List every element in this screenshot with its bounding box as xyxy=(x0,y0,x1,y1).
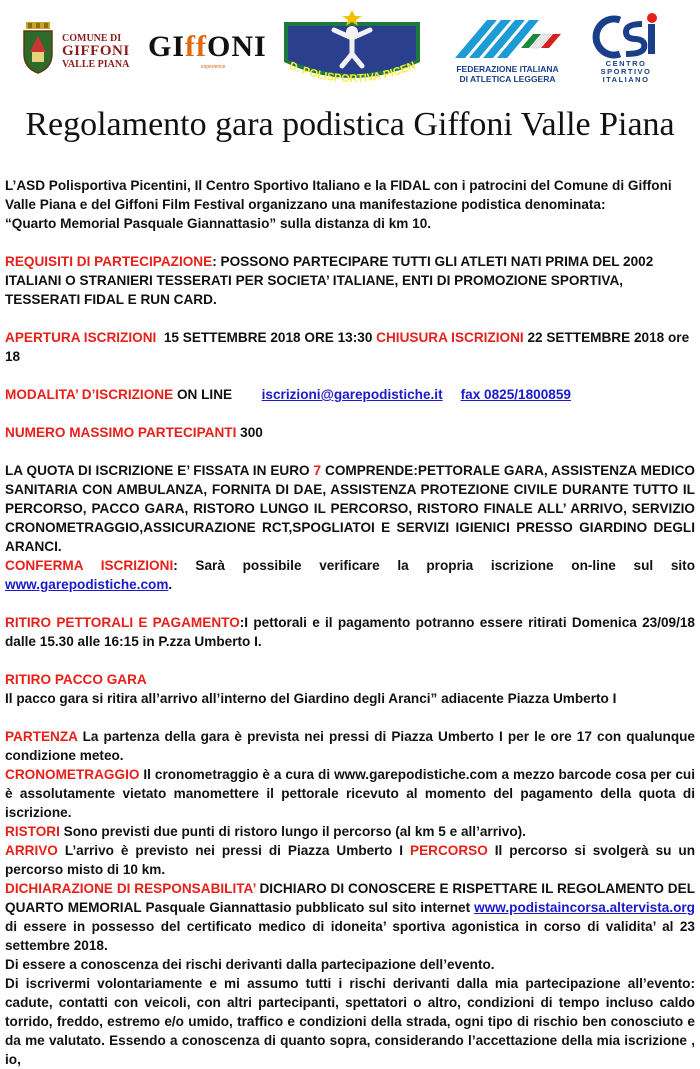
podistaincorsa-link[interactable]: www.podistaincorsa.altervista.org xyxy=(474,900,695,915)
giffoni-suffix: ONI xyxy=(207,30,267,63)
picentini-label-path: D. POLISPORTIVA PICEN xyxy=(287,59,418,86)
fidal-line-1: FEDERAZIONE ITALIANA xyxy=(456,64,559,74)
intro-paragraph xyxy=(5,176,695,233)
giffoni-sub: experience xyxy=(201,64,226,70)
runner-emblem-icon xyxy=(278,10,426,88)
comune-logo xyxy=(18,22,148,74)
ristori-text: Sono previsti due punti di ristoro lungo il percorso (al km 5 e all’arrivo). xyxy=(59,824,526,839)
csi-line-2: SPORTIVO xyxy=(600,67,652,76)
quota-section xyxy=(5,461,695,556)
conferma-text: : Sarà possibile verificare la propria iscrizione on-line sul sito xyxy=(173,558,695,573)
ristori-label: RISTORI xyxy=(5,824,60,839)
arrivo-section xyxy=(5,841,695,879)
memorial-text: “Quarto Memorial Pasquale Giannattasio” sulla distanza di km 10. xyxy=(5,216,432,231)
percorso-label: PERCORSO xyxy=(410,843,488,858)
csi-line-3: ITALIANO xyxy=(602,75,650,84)
cronometraggio-section xyxy=(5,765,695,822)
document-title: Regolamento gara podistica Giffoni Valle Piana xyxy=(25,106,675,143)
municipal-coat-of-arms-icon xyxy=(18,22,58,74)
dichiarazione-section xyxy=(5,879,695,955)
csi-logo xyxy=(590,12,662,88)
iscrizioni-section xyxy=(5,328,695,366)
chiusura-value: 22 SETTEMBRE 2018 ore 18 xyxy=(5,330,693,364)
chiusura-label: CHIUSURA ISCRIZIONI xyxy=(376,330,524,345)
quota-text-after: COMPRENDE:PETTORALE GARA, ASSISTENZA MEDICO SANITARIA CON AMBULANZA, FORNITA DI DAE, ASSISTENZA PROTEZIONE CIVILE DURANTE TUTTO IL PERCORSO, PACCO GARA, RISTORO LUNGO IL PERCORSO, RISTORO FINALE ALL’ ARRIVO, SERVIZIO CRONOMETRAGGIO,ASSICURAZIONE RCT,SPOGLIATOI E SERVIZI IGIENICI PRESSO GIARDINO DEGLI ARANCI. xyxy=(5,463,695,554)
conferma-label: CONFERMA ISCRIZIONI xyxy=(5,558,174,573)
requisiti-label: REQUISITI DI PARTECIPAZIONE xyxy=(5,254,213,269)
ritiro-pacco-label: RITIRO PACCO GARA xyxy=(5,672,147,687)
fidal-logo xyxy=(445,14,570,84)
requisiti-text: : POSSONO PARTECIPARE TUTTI GLI ATLETI NATI PRIMA DEL 2002 ITALIANI O STRANIERI TESSERATI PER SOCIETA’ ITALIANE, ENTI DI PROMOZIONE SPORTIVA, TESSERATI FIDAL E RUN CARD. xyxy=(5,254,654,307)
rischi-paragraph: Di iscrivermi volontariamente e mi assumo tutti i rischi derivanti dalla mia partecipazione all’evento: cadute, contatti con veicoli, con altri partecipanti, spettatori o altro, condizioni di tempo incluso caldo torrido, freddo, estremo e/o umido, traffico e condizioni della strada, ogni tipo di rischio ben conosciuto e da me valutato. Essendo a conoscenza di quanto sopra, considerando l’accettazione della mia iscrizione , io, xyxy=(5,976,695,1067)
modalita-value: ON LINE xyxy=(173,387,233,402)
ritiro-pacco-section xyxy=(5,670,695,708)
numero-value: 300 xyxy=(236,425,263,440)
logo-strip xyxy=(0,8,700,88)
giffoni-logo xyxy=(148,30,267,70)
partenza-text: La partenza della gara è prevista nei pressi di Piazza Umberto I per le ore 17 con qualunque condizione meteo. xyxy=(5,729,695,763)
dichiarazione-text-after: di essere in possesso del certificato medico di idoneita’ sportiva agonistica in corso di validita’ al 23 settembre 2018. xyxy=(5,919,695,953)
dichiarazione-text: DICHIARO DI CONOSCERE E RISPETTARE IL REGOLAMENTO DEL QUARTO MEMORIAL Pasquale Giannattasio pubblicato sul sito internet xyxy=(5,881,695,915)
quota-text-before: LA QUOTA DI ISCRIZIONE E’ FISSATA IN EURO xyxy=(5,463,314,478)
ristori-section xyxy=(5,822,695,841)
csi-logo-icon xyxy=(590,12,662,60)
partenza-section xyxy=(5,727,695,765)
comune-line-1: COMUNE DI xyxy=(62,33,122,44)
fax-link[interactable]: fax 0825/1800859 xyxy=(460,387,571,402)
comune-name xyxy=(62,32,130,71)
conferma-end: . xyxy=(168,577,173,592)
numero-section xyxy=(5,423,695,442)
giffoni-prefix: GI xyxy=(148,30,186,63)
quota-amount: 7 xyxy=(313,463,322,478)
cronometraggio-label: CRONOMETRAGGIO xyxy=(5,767,140,782)
ritiro-pettorali-text: :I pettorali e il pagamento potranno essere ritirati Domenica 23/09/18 dalle 15.30 alle 16:15 in P.zza Umberto I. xyxy=(5,615,695,649)
modalita-label: MODALITA’ D’ISCRIZIONE xyxy=(5,387,174,402)
garepodistiche-link[interactable]: www.garepodistiche.com xyxy=(5,577,169,592)
picentini-logo xyxy=(278,10,426,88)
cronometraggio-text: Il cronometraggio è a cura di www.garepodistiche.com a mezzo barcode cosa per cui è assolutamente vietato manomettere il pettorale ricevuto al momento del pagamento della quota di iscrizione. xyxy=(5,767,695,820)
conferma-section xyxy=(5,556,695,594)
comune-line-3: VALLE PIANA xyxy=(62,59,130,70)
ritiro-pacco-text: Il pacco gara si ritira all’arrivo all’interno del Giardino degli Aranci” adiacente Piazza Umberto I xyxy=(5,691,617,706)
fidal-name xyxy=(445,64,570,84)
arrivo-text: L’arrivo è previsto nei pressi di Piazza Umberto I xyxy=(57,843,410,858)
comune-line-2: GIFFONI xyxy=(62,43,130,59)
requisiti-section xyxy=(5,252,695,309)
ritiro-pettorali-label: RITIRO PETTORALI E PAGAMENTO xyxy=(5,615,240,630)
regulation-body xyxy=(5,176,695,1069)
apertura-label: APERTURA ISCRIZIONI xyxy=(5,330,157,345)
ritiro-pettorali-section xyxy=(5,613,695,651)
apertura-value: 15 SETTEMBRE 2018 ORE 13:30 xyxy=(156,330,377,345)
fidal-stripes-logo-icon xyxy=(445,14,570,64)
email-link[interactable]: iscrizioni@garepodistiche.it xyxy=(261,387,443,402)
conoscenza-paragraph: Di essere a conoscenza dei rischi derivanti dalla partecipazione dell’evento. xyxy=(5,957,495,972)
intro-text: L’ASD Polisportiva Picentini, Il Centro Sportivo Italiano e la FIDAL con i patrocini del Comune di Giffoni Valle Piana e del Giffoni Film Festival organizzano una manifestazione podistica denominata: xyxy=(5,178,672,212)
giffoni-wordmark xyxy=(148,30,267,64)
percorso-text: Il percorso si svolgerà su un percorso misto di 10 km. xyxy=(5,843,695,877)
arrivo-label: ARRIVO xyxy=(5,843,58,858)
partenza-label: PARTENZA xyxy=(5,729,78,744)
giffoni-accent: ff xyxy=(185,30,207,63)
numero-label: NUMERO MASSIMO PARTECIPANTI xyxy=(5,425,237,440)
csi-name xyxy=(590,60,662,84)
dichiarazione-label: DICHIARAZIONE DI RESPONSABILITA’ xyxy=(5,881,256,896)
fidal-line-2: DI ATLETICA LEGGERA xyxy=(459,74,556,84)
modalita-section xyxy=(5,385,695,404)
csi-line-1: CENTRO xyxy=(605,59,647,68)
